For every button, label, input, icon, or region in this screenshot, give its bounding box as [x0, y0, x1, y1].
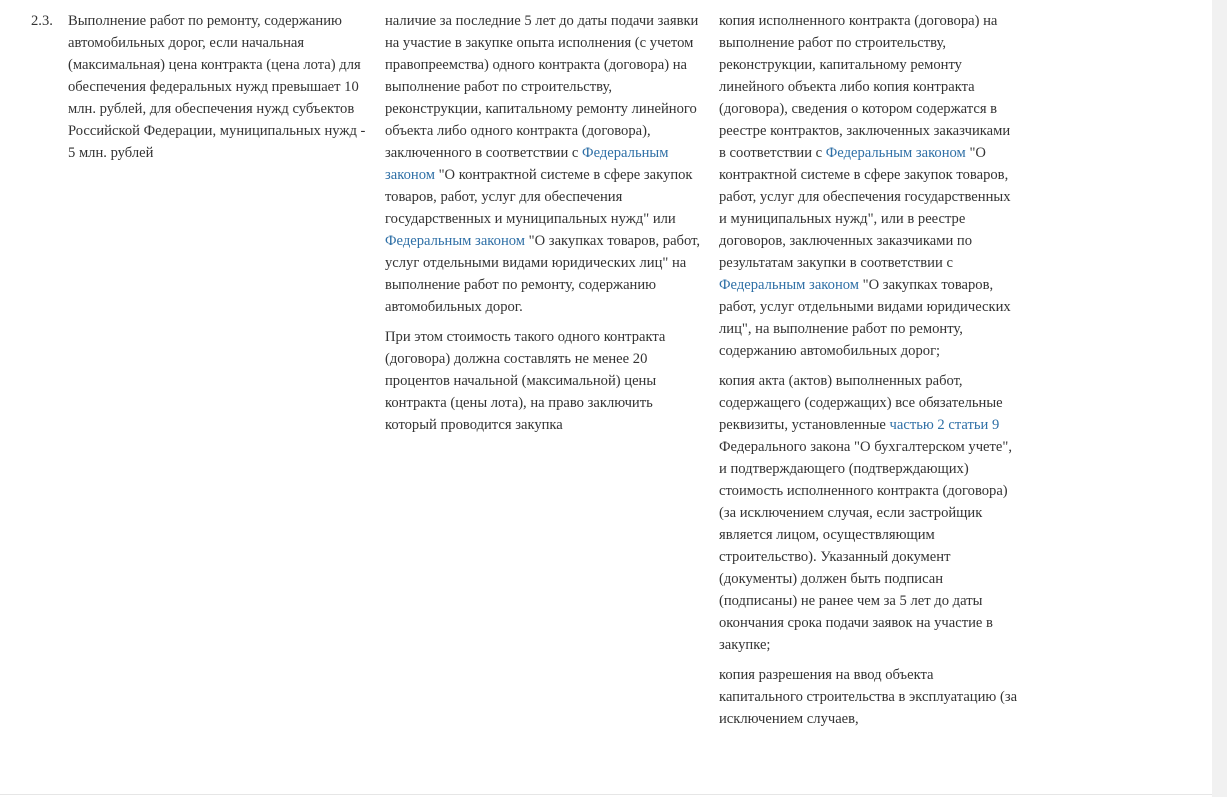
paragraph-text: копия исполненного контракта (договора) на выполнение работ по строительству, реконструкции, капитальному ремонту линейного объекта либо копия контракта (договора), сведения о котором содержатся в реестре контрактов, заключенных заказчиками в соответствии с — [719, 13, 1011, 161]
vertical-scrollbar[interactable] — [1212, 0, 1227, 797]
additional-requirement-cell — [385, 10, 707, 444]
contract-cost-paragraph: При этом стоимость такого одного контракта (договора) должна составлять не менее 20 процентов начальной (максимальной) цены контракта (цены лота), на право заключить который проводится закупка — [385, 329, 666, 433]
acceptance-act-paragraph — [719, 370, 1018, 656]
federal-law-link[interactable]: Федеральным законом — [385, 233, 526, 249]
paragraph-text: наличие за последние 5 лет до даты подачи заявки на участие в закупке опыта исполнения (с учетом правопреемства) одного контракта (договора) на выполнение работ по строительству, реконструкции, капитальному ремонту линейного объекта либо одного контракта (договора), заключенного в соответствии с — [385, 13, 699, 161]
law-article-link[interactable]: частью 2 статьи 9 — [889, 417, 1000, 433]
requirement-category-cell — [68, 10, 374, 172]
commissioning-permit-paragraph: копия разрешения на ввод объекта капитального строительства в эксплуатацию (за исключением случаев, — [719, 667, 1018, 727]
row-number: 2.3. — [31, 13, 53, 29]
experience-requirement-paragraph — [385, 10, 707, 318]
paragraph-text: копия акта (актов) выполненных работ, содержащего (содержащих) все обязательные реквизиты, установленные — [719, 373, 1003, 433]
federal-law-link[interactable]: Федеральным законом — [719, 277, 860, 293]
confirming-documents-cell — [719, 10, 1018, 738]
paragraph-text: "О контрактной системе в сфере закупок товаров, работ, услуг для обеспечения государственных и муниципальных нужд", или в реестре договоров, заключенных заказчиками по результатам закупки в соответствии с — [719, 145, 1011, 271]
paragraph-text: "О контрактной системе в сфере закупок товаров, работ, услуг для обеспечения государственных и муниципальных нужд" или — [385, 167, 693, 227]
paragraph-text: "О закупках товаров, работ, услуг отдельными видами юридических лиц", на выполнение работ по ремонту, содержанию автомобильных дорог; — [719, 277, 1011, 359]
contract-copy-paragraph — [719, 10, 1018, 362]
requirement-category-text: Выполнение работ по ремонту, содержанию автомобильных дорог, если начальная (максимальная) цена контракта (цена лота) для обеспечения федеральных нужд превышает 10 млн. рублей, для обеспечения нужд субъектов Российской Федерации, муниципальных нужд - 5 млн. рублей — [68, 13, 366, 161]
paragraph-text: Федерального закона "О бухгалтерском учете", и подтверждающего (подтверждающих) стоимость исполненного контракта (договора) (за исключением случая, если застройщик является лицом, осуществляющим строительство). Указанный документ (документы) должен быть подписан (подписаны) не ранее чем за 5 лет до даты окончания срока подачи заявок на участие в закупке; — [719, 439, 1012, 653]
federal-law-link[interactable]: Федеральным законом — [825, 145, 966, 161]
bottom-divider — [0, 794, 1212, 795]
paragraph-text: "О закупках товаров, работ, услуг отдельными видами юридических лиц" на выполнение работ по ремонту, содержанию автомобильных дорог. — [385, 233, 701, 315]
federal-law-link[interactable]: Федеральным законом — [385, 145, 669, 183]
